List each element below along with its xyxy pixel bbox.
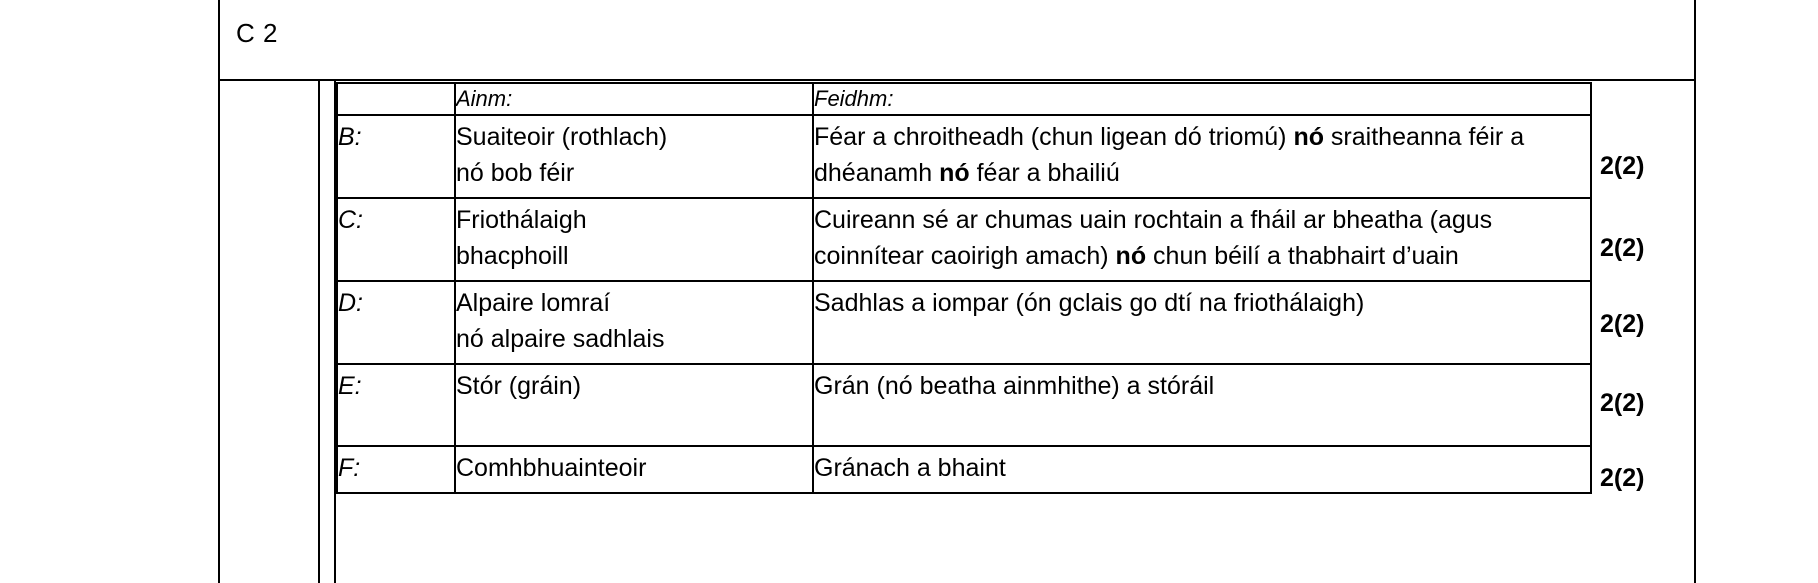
row-id: C: xyxy=(337,198,455,281)
row-function: Féar a chroitheadh (chun ligean dó triomú) nó sraitheanna féir a dhéanamh nó féar a bhailiú xyxy=(813,115,1591,198)
marks-value: 2(2) xyxy=(1600,310,1645,338)
table-header-function: Feidhm: xyxy=(813,83,1591,115)
marks-column-rule-outer xyxy=(318,81,320,583)
table-row xyxy=(337,364,1591,446)
table-row xyxy=(337,281,1591,364)
row-id: B: xyxy=(337,115,455,198)
question-label: C 2 xyxy=(236,18,278,48)
page-border-left xyxy=(218,0,220,583)
row-function: Grán (nó beatha ainmhithe) a stóráil xyxy=(813,364,1591,446)
row-name xyxy=(455,281,813,364)
marks-value: 2(2) xyxy=(1600,389,1645,417)
row-name-line: bhacphoill xyxy=(456,241,569,270)
row-name-line: Alpaire lomraí xyxy=(456,289,611,318)
row-name xyxy=(455,446,813,494)
row-name xyxy=(455,115,813,198)
row-name-line: nó alpaire sadhlais xyxy=(456,324,665,353)
row-id: E: xyxy=(337,364,455,446)
row-function: Sadhlas a iompar (ón gclais go dtí na friothálaigh) xyxy=(813,281,1591,364)
marks-value: 2(2) xyxy=(1600,152,1645,180)
row-id: F: xyxy=(337,446,455,494)
table-row xyxy=(337,446,1591,494)
row-id: D: xyxy=(337,281,455,364)
table-header-row xyxy=(337,83,1591,115)
table-header-name: Ainm: xyxy=(455,83,813,115)
row-name xyxy=(455,198,813,281)
marks-value: 2(2) xyxy=(1600,234,1645,262)
row-name-line: Friothálaigh xyxy=(456,206,587,235)
row-name-line: Suaiteoir (rothlach) xyxy=(456,123,668,152)
answer-table xyxy=(336,82,1592,494)
row-function: Cuireann sé ar chumas uain rochtain a fháil ar bheatha (agus coinnítear caoirigh amach) nó chun béilí a thabhairt d’uain xyxy=(813,198,1591,281)
row-name xyxy=(455,364,813,446)
table-row xyxy=(337,198,1591,281)
row-name-line: Comhbhuainteoir xyxy=(456,453,647,482)
page-border-right xyxy=(1694,0,1696,583)
table-row xyxy=(337,115,1591,198)
header-divider xyxy=(218,79,1696,81)
marks-value: 2(2) xyxy=(1600,464,1645,492)
row-name-line: Stór (gráin) xyxy=(456,372,582,401)
row-name-line: nó bob féir xyxy=(456,158,575,187)
table-header-id xyxy=(337,83,455,115)
row-function: Gránach a bhaint xyxy=(813,446,1591,494)
